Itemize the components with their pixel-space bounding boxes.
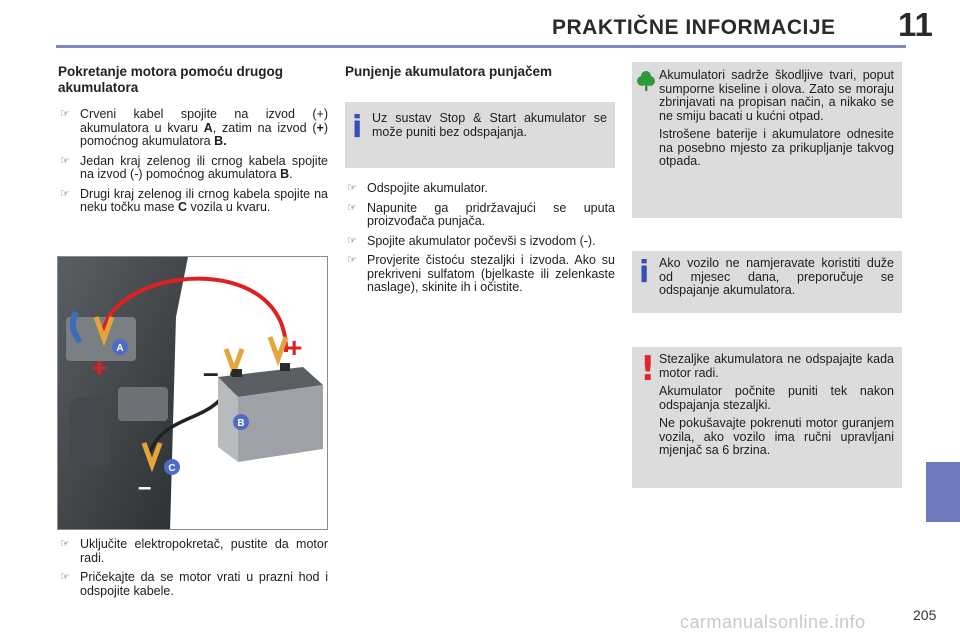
chapter-tab[interactable]: [926, 462, 960, 522]
warning-text: Ne pokušavajte pokrenuti motor guranjem vozila, ako vozilo ima ručni upravljani mjenjač sa 6 brzina.: [659, 416, 894, 457]
exclamation-icon: !: [640, 349, 656, 389]
eco-text: Istrošene baterije i akumulatore odnesite na posebno mjesto za prikupljanje takvog otpada.: [659, 127, 894, 168]
eco-box: [632, 62, 902, 218]
watermark: carmanualsonline.info: [680, 612, 866, 632]
middle-column: [345, 64, 615, 80]
page-number: 205: [913, 607, 937, 623]
aux-terminal-minus: [232, 369, 242, 377]
chapter-number: 11: [898, 6, 933, 43]
warning-text: Stezaljke akumulatora ne odspajajte kada motor radi.: [659, 352, 894, 380]
header-rule: [56, 45, 906, 48]
plus-sign-aux: +: [286, 332, 303, 363]
pointing-hand-icon: ☞: [60, 154, 70, 167]
pointing-hand-icon: ☞: [347, 182, 357, 194]
middle-heading: Punjenje akumulatora punjačem: [345, 64, 553, 79]
plus-sign-car: +: [91, 352, 108, 383]
list-item: ☞ Napunite ga pridržavajući se uputa proizvođača punjača.: [347, 200, 615, 228]
list-item: ☞ Crveni kabel spojite na izvod (+) akumulatora u kvaru A, zatim na izvod (+) pomoćnog akumulatora B.: [60, 107, 328, 148]
clamp-b-minus: [226, 349, 242, 371]
pointing-hand-icon: ☞: [347, 201, 357, 214]
clamp-b-plus: [270, 337, 286, 359]
page-title: PRAKTIČNE INFORMACIJE: [552, 16, 836, 39]
list-item: ☞ Drugi kraj zelenog ili crnog kabela spojite na neku točku mase C vozila u kvaru.: [60, 186, 328, 214]
left-steps: [58, 108, 328, 215]
info-text: Uz sustav Stop & Start akumulator se može puniti bez odspajanja.: [372, 111, 607, 139]
list-item: ☞ Spojite akumulator počevši s izvodom (-).: [347, 233, 596, 248]
left-after-steps: [58, 538, 328, 604]
label-b: B: [237, 418, 245, 429]
list-item: ☞ Jedan kraj zelenog ili crnog kabela spojite na izvod (-) pomoćnog akumulatora B.: [60, 153, 328, 181]
engine-component: [118, 387, 168, 421]
info-box-stop-start: [345, 102, 615, 168]
leaf-tree-icon: [637, 70, 655, 97]
info-icon: i: [352, 110, 363, 145]
pointing-hand-icon: ☞: [60, 571, 70, 583]
list-item: ☞ Pričekajte da se motor vrati u prazni hod i odspojite kabele.: [60, 570, 328, 598]
engine-hose: [70, 397, 110, 467]
eco-text: Akumulatori sadrže škodljive tvari, poput sumporne kiseline i olova. Zato se moraju zbrinjavati na propisan način, a nikako se ne smiju bacati u kućni otpad.: [659, 68, 894, 123]
left-column: [58, 64, 328, 221]
left-heading: Pokretanje motora pomoću drugog akumulatora: [58, 64, 284, 95]
pointing-hand-icon: ☞: [347, 254, 357, 266]
warning-box: [632, 347, 902, 488]
pointing-hand-icon: ☞: [60, 538, 70, 550]
jump-start-diagram: [58, 257, 328, 530]
pointing-hand-icon: ☞: [60, 187, 70, 200]
label-c: C: [168, 463, 176, 474]
info-box-storage: [632, 251, 902, 313]
aux-terminal-plus: [280, 363, 290, 371]
middle-steps: [345, 182, 615, 301]
list-item: ☞ Uključite elektropokretač, pustite da motor radi.: [60, 537, 328, 565]
info-icon: i: [639, 255, 650, 290]
pointing-hand-icon: ☞: [60, 108, 70, 120]
pointing-hand-icon: ☞: [347, 234, 357, 247]
info-text: Ako vozilo ne namjeravate koristiti duže od mjesec dana, preporučuje se odspajanje akumulatora.: [659, 256, 894, 297]
jump-start-illustration: [57, 256, 328, 530]
minus-sign-ground: –: [138, 474, 152, 501]
list-item: ☞ Provjerite čistoću stezaljki i izvoda. Ako su prekriveni sulfatom (bjelkaste ili zelenkaste naslage), skinite ih i očistite.: [347, 253, 615, 294]
aux-battery-front: [238, 385, 323, 462]
minus-sign-aux: –: [203, 357, 219, 388]
warning-text: Akumulator počnite puniti tek nakon odspajanja stezaljki.: [659, 384, 894, 412]
label-a: A: [116, 343, 124, 354]
list-item: ☞ Odspojite akumulator.: [347, 181, 488, 195]
